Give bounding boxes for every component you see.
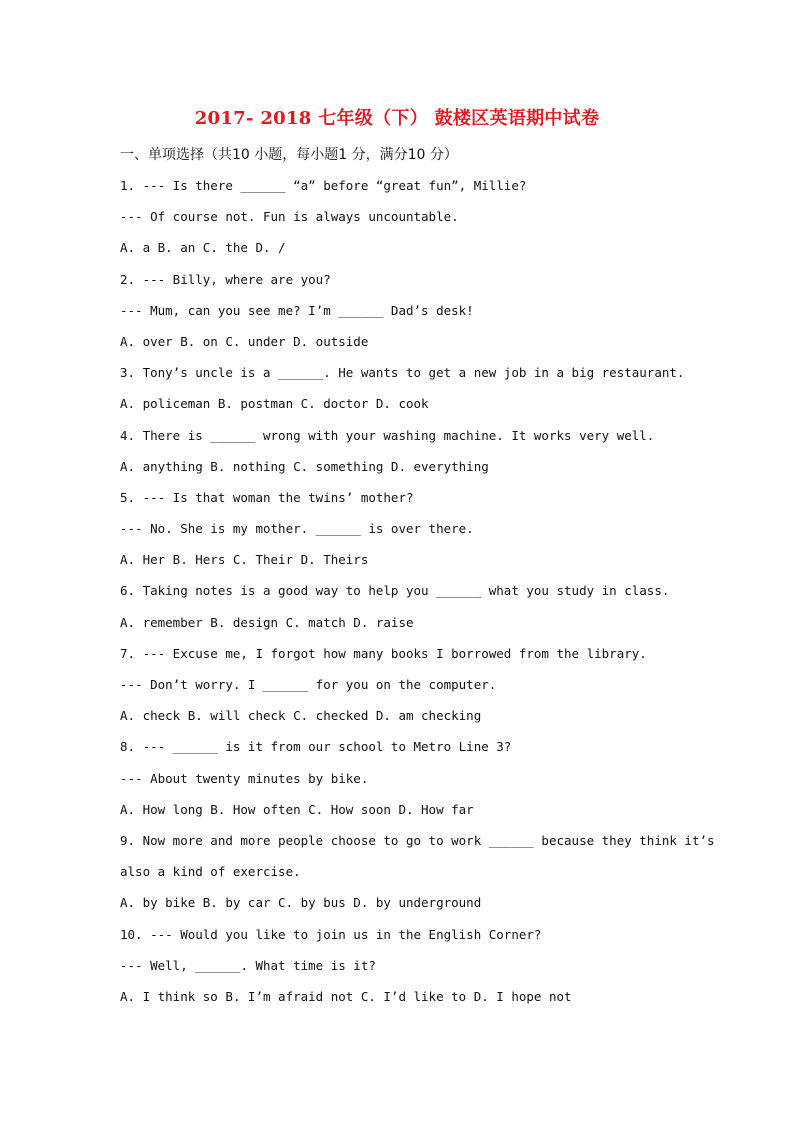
question-line: A. Her B. Hers C. Their D. Theirs [120, 552, 369, 568]
question-line: A. anything B. nothing C. something D. everything [120, 458, 489, 474]
question-line: 2. --- Billy, where are you? [120, 271, 331, 287]
question-line: A. policeman B. postman C. doctor D. cook [120, 396, 429, 412]
question-line: --- About twenty minutes by bike. [120, 770, 369, 786]
question-list [120, 175, 715, 1017]
exam-title: 2017- 2018 七年级（下） 鼓楼区英语期中试卷 [194, 108, 600, 129]
question-line: A. by bike B. by car C. by bus D. by underground [120, 895, 482, 911]
question-line: A. a B. an C. the D. / [120, 240, 286, 256]
question-line: 9. Now more and more people choose to go to work ______ because they think it’s [120, 832, 715, 848]
question-line: A. check B. will check C. checked D. am checking [120, 708, 482, 724]
question-line: --- Well, ______. What time is it? [120, 957, 376, 973]
question-line: --- Of course not. Fun is always uncountable. [120, 209, 459, 225]
question-line: 6. Taking notes is a good way to help you ______ what you study in class. [120, 583, 670, 599]
question-line: 5. --- Is that woman the twins’ mother? [120, 489, 414, 505]
question-line: A. over B. on C. under D. outside [120, 333, 369, 349]
question-line: A. How long B. How often C. How soon D. How far [120, 801, 474, 817]
question-line: --- Don’t worry. I ______ for you on the computer. [120, 677, 497, 692]
question-line: also a kind of exercise. [120, 864, 301, 880]
question-line: 4. There is ______ wrong with your washing machine. It works very well. [120, 427, 655, 443]
question-line: --- No. She is my mother. ______ is over there. [120, 521, 474, 537]
question-line: --- Mum, can you see me? I’m ______ Dad’s desk! [120, 302, 474, 318]
question-line: 1. --- Is there ______ “a” before “great fun”, Millie? [120, 178, 527, 193]
section-heading: 一、单项选择（共10 小题，每小题1 分，满分10 分） [120, 147, 458, 163]
question-line: A. I think so B. I’m afraid not C. I’d like to D. I hope not [120, 988, 572, 1004]
question-line: 10. --- Would you like to join us in the English Corner? [120, 926, 542, 942]
question-line: A. remember B. design C. match D. raise [120, 614, 414, 630]
question-line: 3. Tony’s uncle is a ______. He wants to get a new job in a big restaurant. [120, 365, 685, 381]
question-line: 7. --- Excuse me, I forgot how many books I borrowed from the library. [120, 645, 647, 661]
question-line: 8. --- ______ is it from our school to Metro Line 3? [120, 739, 512, 755]
